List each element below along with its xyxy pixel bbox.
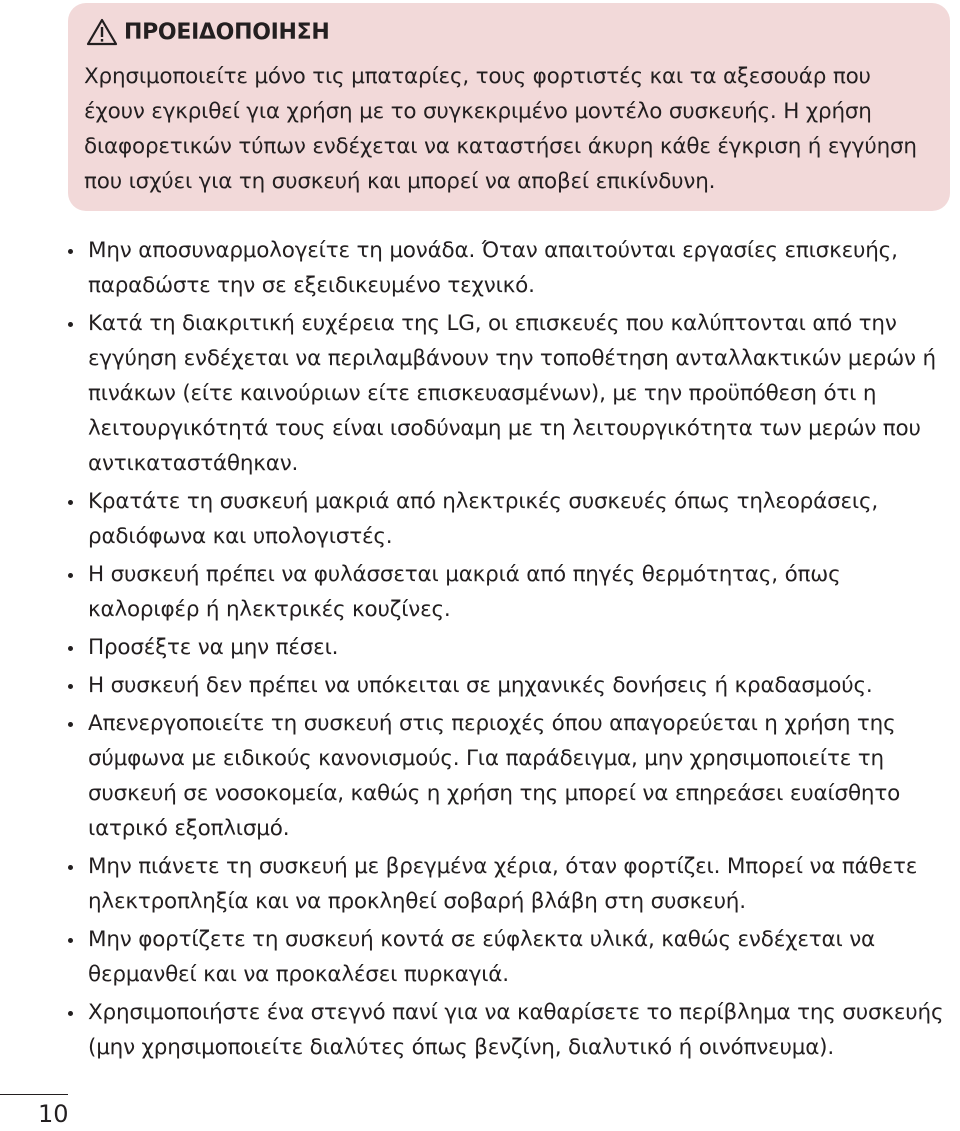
list-item xyxy=(68,706,953,846)
bullet-icon xyxy=(68,865,73,870)
warning-text: Χρησιμοποιείτε μόνο τις μπαταρίες, τους φορτιστές και τα αξεσουάρ που έχουν εγκριθεί για χρήση με το συγκεκριμένο μοντέλο συσκευής. Η χρήση διαφορετικών τύπων ενδέχεται να καταστήσει άκυρη κάθε έγκριση ή εγγύηση που ισχύει για τη συσκευή και μπορεί να αποβεί επικίνδυνη. xyxy=(84,64,917,194)
bullet-icon xyxy=(68,646,73,651)
list-item-text: Η συσκευή δεν πρέπει να υπόκειται σε μηχανικές δονήσεις ή κραδασμούς. xyxy=(88,673,873,698)
list-item xyxy=(68,630,953,665)
warning-triangle-icon xyxy=(86,18,118,46)
list-item xyxy=(68,233,953,303)
list-item xyxy=(68,995,953,1065)
list-item-text: Μην αποσυναρμολογείτε τη μονάδα. Όταν απαιτούνται εργασίες επισκευής, παραδώστε την σε εξειδικευμένο τεχνικό. xyxy=(88,238,898,298)
bullet-icon xyxy=(68,722,73,727)
list-item xyxy=(68,668,953,703)
list-item-text: Μην φορτίζετε τη συσκευή κοντά σε εύφλεκτα υλικά, καθώς ενδέχεται να θερμανθεί και να προκαλέσει πυρκαγιά. xyxy=(88,927,875,987)
bullet-icon xyxy=(68,573,73,578)
warning-box xyxy=(68,3,950,211)
list-item-text: Κρατάτε τη συσκευή μακριά από ηλεκτρικές συσκευές όπως τηλεοράσεις, ραδιόφωνα και υπολογιστές. xyxy=(88,489,879,549)
list-item xyxy=(68,849,953,919)
bullet-icon xyxy=(68,684,73,689)
list-item xyxy=(68,922,953,992)
list-item xyxy=(68,557,953,627)
page-number: 10 xyxy=(38,1100,69,1128)
page-number-rule xyxy=(0,1094,68,1095)
list-item-text: Απενεργοποιείτε τη συσκευή στις περιοχές όπου απαγορεύεται η χρήση της σύμφωνα με ειδικούς κανονισμούς. Για παράδειγμα, μην χρησιμοποιείτε τη συσκευή σε νοσοκομεία, καθώς η χρήση της μπορεί να επηρεάσει ευαίσθητο ιατρικό εξοπλισμό. xyxy=(88,711,901,841)
list-item-text: Μην πιάνετε τη συσκευή με βρεγμένα χέρια, όταν φορτίζει. Μπορεί να πάθετε ηλεκτροπληξία και να προκληθεί σοβαρή βλάβη στη συσκευή. xyxy=(88,854,918,914)
list-item xyxy=(68,306,953,481)
list-item-text: Χρησιμοποιήστε ένα στεγνό πανί για να καθαρίσετε το περίβλημα της συσκευής (μην χρησιμοποιείτε διαλύτες όπως βενζίνη, διαλυτικό ή οινόπνευμα). xyxy=(88,1000,944,1060)
bullet-icon xyxy=(68,322,73,327)
warning-title: ΠΡΟΕΙΔΟΠΟΙΗΣΗ xyxy=(124,19,330,45)
safety-bullet-list xyxy=(68,233,953,1068)
list-item-text: Προσέξτε να μην πέσει. xyxy=(88,635,339,660)
list-item-text: Η συσκευή πρέπει να φυλάσσεται μακριά από πηγές θερμότητας, όπως καλοριφέρ ή ηλεκτρικές κουζίνες. xyxy=(88,562,841,622)
list-item xyxy=(68,484,953,554)
bullet-icon xyxy=(68,500,73,505)
bullet-icon xyxy=(68,1011,73,1016)
bullet-icon xyxy=(68,938,73,943)
warning-heading xyxy=(86,17,930,47)
bullet-icon xyxy=(68,249,73,254)
list-item-text: Κατά τη διακριτική ευχέρεια της LG, οι επισκευές που καλύπτονται από την εγγύηση ενδέχεται να περιλαμβάνουν την τοποθέτηση ανταλλακτικών μερών ή πινάκων (είτε καινούριων είτε επισκευασμένων), με την προϋπόθεση ότι η λειτουργικότητά τους είναι ισοδύναμη με τη λειτουργικότητα των μερών που αντικαταστάθηκαν. xyxy=(88,311,936,476)
